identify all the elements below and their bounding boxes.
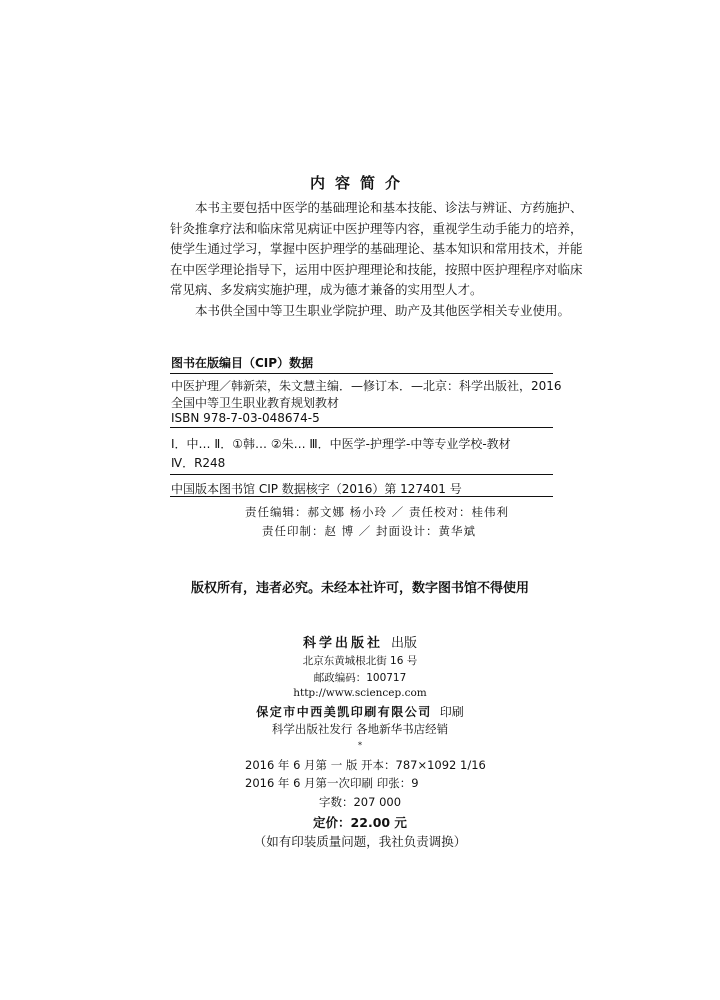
copyright-notice: 版权所有，违者必究。未经本社许可，数字图书馆不得使用 [190,581,529,596]
printer-suffix: 印刷 [439,705,464,719]
summary-paragraph-line: 常见病、多发病实施护理，成为德才兼备的实用型人才。 [170,282,483,297]
cip-subject-terms: Ⅰ．中… Ⅱ．①韩… ②朱… Ⅲ．中医学-护理学-中等专业学校-教材 [171,437,511,451]
cip-bottom-rule [170,496,553,497]
cip-series-line: 全国中等卫生职业教育规划教材 [171,396,340,410]
cip-top-rule [170,373,553,374]
publisher-suffix: 出版 [391,636,418,651]
cip-title: 图书在版编目（CIP）数据 [171,356,314,370]
cip-record-number: 中国版本图书馆 CIP 数据核字（2016）第 127401 号 [171,482,462,496]
cip-bibliographic-line: 中医护理／韩新荣，朱文慧主编．—修订本．—北京：科学出版社，2016 [171,379,562,393]
cip-classification: Ⅳ．R248 [171,456,226,470]
publisher-line [0,632,720,651]
cip-middle-rule [170,427,553,428]
publisher-name: 科学出版社 [302,636,383,651]
summary-paragraph-line: 在中医学理论指导下，运用中医护理理论和技能，按照中医护理程序对临床 [170,261,583,277]
publisher-postcode: 邮政编码：100717 [313,672,407,684]
replacement-notice: （如有印装质量问题，我社负责调换） [253,834,467,849]
separator-star: * [358,741,362,750]
distribution-line: 科学出版社发行 各地新华书店经销 [271,722,449,736]
summary-paragraph-line: 针灸推拿疗法和临床常见病证中医护理等内容，重视学生动手能力的培养， [170,220,583,236]
summary-body [170,198,583,321]
summary-paragraph-line: 本书主要包括中医学的基础理论和基本技能、诊法与辨证、方药施护、 [195,200,583,215]
production-credits: 责任印制：赵 博 ／ 封面设计：黄华斌 [262,524,476,538]
summary-usage-line: 本书供全国中等卫生职业学院护理、助产及其他医学相关专业使用。 [195,302,571,318]
cip-isbn: ISBN 978-7-03-048674-5 [171,411,320,425]
printer-line [0,703,720,720]
printing-line: 2016 年 6 月第一次印刷 印张：9 [245,776,419,790]
summary-title: 内容简介 [309,174,410,192]
publisher-address: 北京东黄城根北街 16 号 [302,655,418,667]
printer-name: 保定市中西美凯印刷有限公司 [256,705,432,719]
price: 定价：22.00 元 [313,815,407,830]
cip-lower-rule [170,474,553,475]
summary-paragraph-line: 使学生通过学习，掌握中医护理学的基础理论、基本知识和常用技术，并能 [170,241,583,256]
edition-line: 2016 年 6 月第 一 版 开本：787×1092 1/16 [245,758,486,772]
editor-credits: 责任编辑：郝文娜 杨小玲 ／ 责任校对：桂伟利 [245,505,509,519]
word-count: 字数：207 000 [318,795,402,809]
publisher-website: http://www.sciencep.com [293,687,427,699]
